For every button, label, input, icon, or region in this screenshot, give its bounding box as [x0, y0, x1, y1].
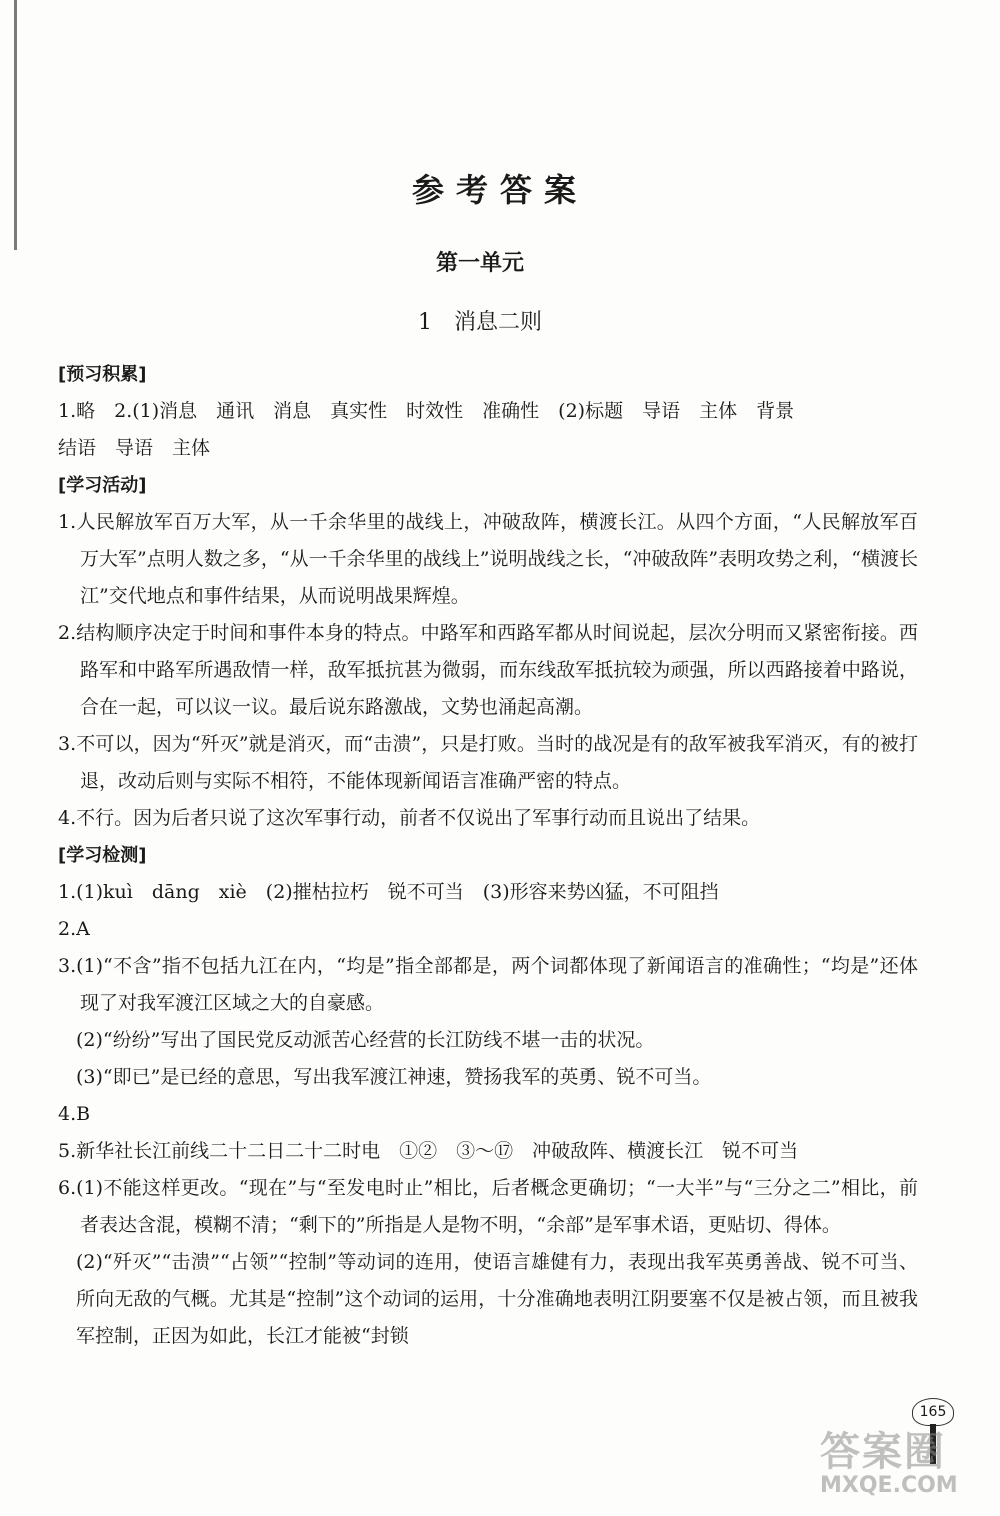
page-title: 参考答案 — [411, 171, 588, 209]
watermark — [820, 1420, 990, 1498]
lesson-heading: 1 消息二则 — [418, 310, 542, 335]
test-item-5: 5.新华社长江前线二十二日二十二时电 ①② ③～⑰ 冲破敌阵、横渡长江 锐不可当 — [58, 1140, 799, 1162]
answer-content — [58, 356, 918, 1355]
test-item-1: 1.(1)kuì dāng xiè (2)摧枯拉朽 锐不可当 (3)形容来势凶猛，不可阻挡 — [58, 881, 719, 903]
test-item-4: 4.B — [58, 1103, 91, 1125]
watermark-logo-text: 答案圈 — [820, 1429, 946, 1475]
activity-item-2: 2.结构顺序决定于时间和事件本身的特点。中路军和西路军都从时间说起，层次分明而又紧密衔接。西路军和中路军所遇敌情一样，敌军抵抗甚为微弱，而东线敌军抵抗较为顽强，所以西路接着中路说，合在一起，可以议一议。最后说东路激战，文势也涌起高潮。 — [58, 622, 918, 718]
test-item-6-part-2: (2)“歼灭”“击溃”“占领”“控制”等动词的连用，使语言雄健有力，表现出我军英勇善战、锐不可当、所向无敌的气概。尤其是“控制”这个动词的运用，十分准确地表明江阴要塞不仅是被占领，而且被我军控制，正因为如此，长江才能被“封锁 — [76, 1251, 918, 1347]
section-header-test: [学习检测] — [58, 845, 147, 866]
test-item-2: 2.A — [58, 918, 90, 940]
page-number-badge: 165 — [912, 1398, 954, 1426]
test-item-3-part-2: (2)“纷纷”写出了国民党反动派苦心经营的长江防线不堪一击的状况。 — [76, 1029, 655, 1051]
activity-item-4: 4.不行。因为后者只说了这次军事行动，前者不仅说出了军事行动而且说出了结果。 — [58, 807, 761, 829]
left-margin-rule — [14, 0, 17, 250]
test-item-3: 3.(1)“不含”指不包括九江在内，“均是”指全部都是，两个词都体现了新闻语言的准确性；“均是”还体现了对我军渡江区域之大的自豪感。 — [58, 955, 918, 1014]
section-header-activity: [学习活动] — [58, 475, 147, 496]
test-item-3-part-3: (3)“即已”是已经的意思，写出我军渡江神速，赞扬我军的英勇、锐不可当。 — [76, 1066, 712, 1088]
test-item-6: 6.(1)不能这样更改。“现在”与“至发电时止”相比，后者概念更确切；“一大半”与“三分之二”相比，前者表达含混，模糊不清；“剩下的”所指是人是物不明，“余部”是军事术语，更贴切、得体。 — [58, 1177, 918, 1236]
activity-item-1: 1.人民解放军百万大军，从一千余华里的战线上，冲破敌阵，横渡长江。从四个方面，“人民解放军百万大军”点明人数之多，“从一千余华里的战线上”说明战线之长，“冲破敌阵”表明攻势之利，“横渡长江”交代地点和事件结果，从而说明战果辉煌。 — [58, 511, 918, 607]
unit-heading: 第一单元 — [435, 251, 524, 276]
preview-line-2: 结语 导语 主体 — [58, 437, 211, 459]
section-header-preview: [预习积累] — [58, 364, 147, 385]
preview-line-1: 1.略 2.(1)消息 通讯 消息 真实性 时效性 准确性 (2)标题 导语 主体 背景 — [58, 400, 795, 422]
activity-item-3: 3.不可以，因为“歼灭”就是消灭，而“击溃”，只是打败。当时的战况是有的敌军被我军消灭，有的被打退，改动后则与实际不相符，不能体现新闻语言准确严密的特点。 — [58, 733, 918, 792]
watermark-url: MXQE.COM — [820, 1473, 958, 1498]
